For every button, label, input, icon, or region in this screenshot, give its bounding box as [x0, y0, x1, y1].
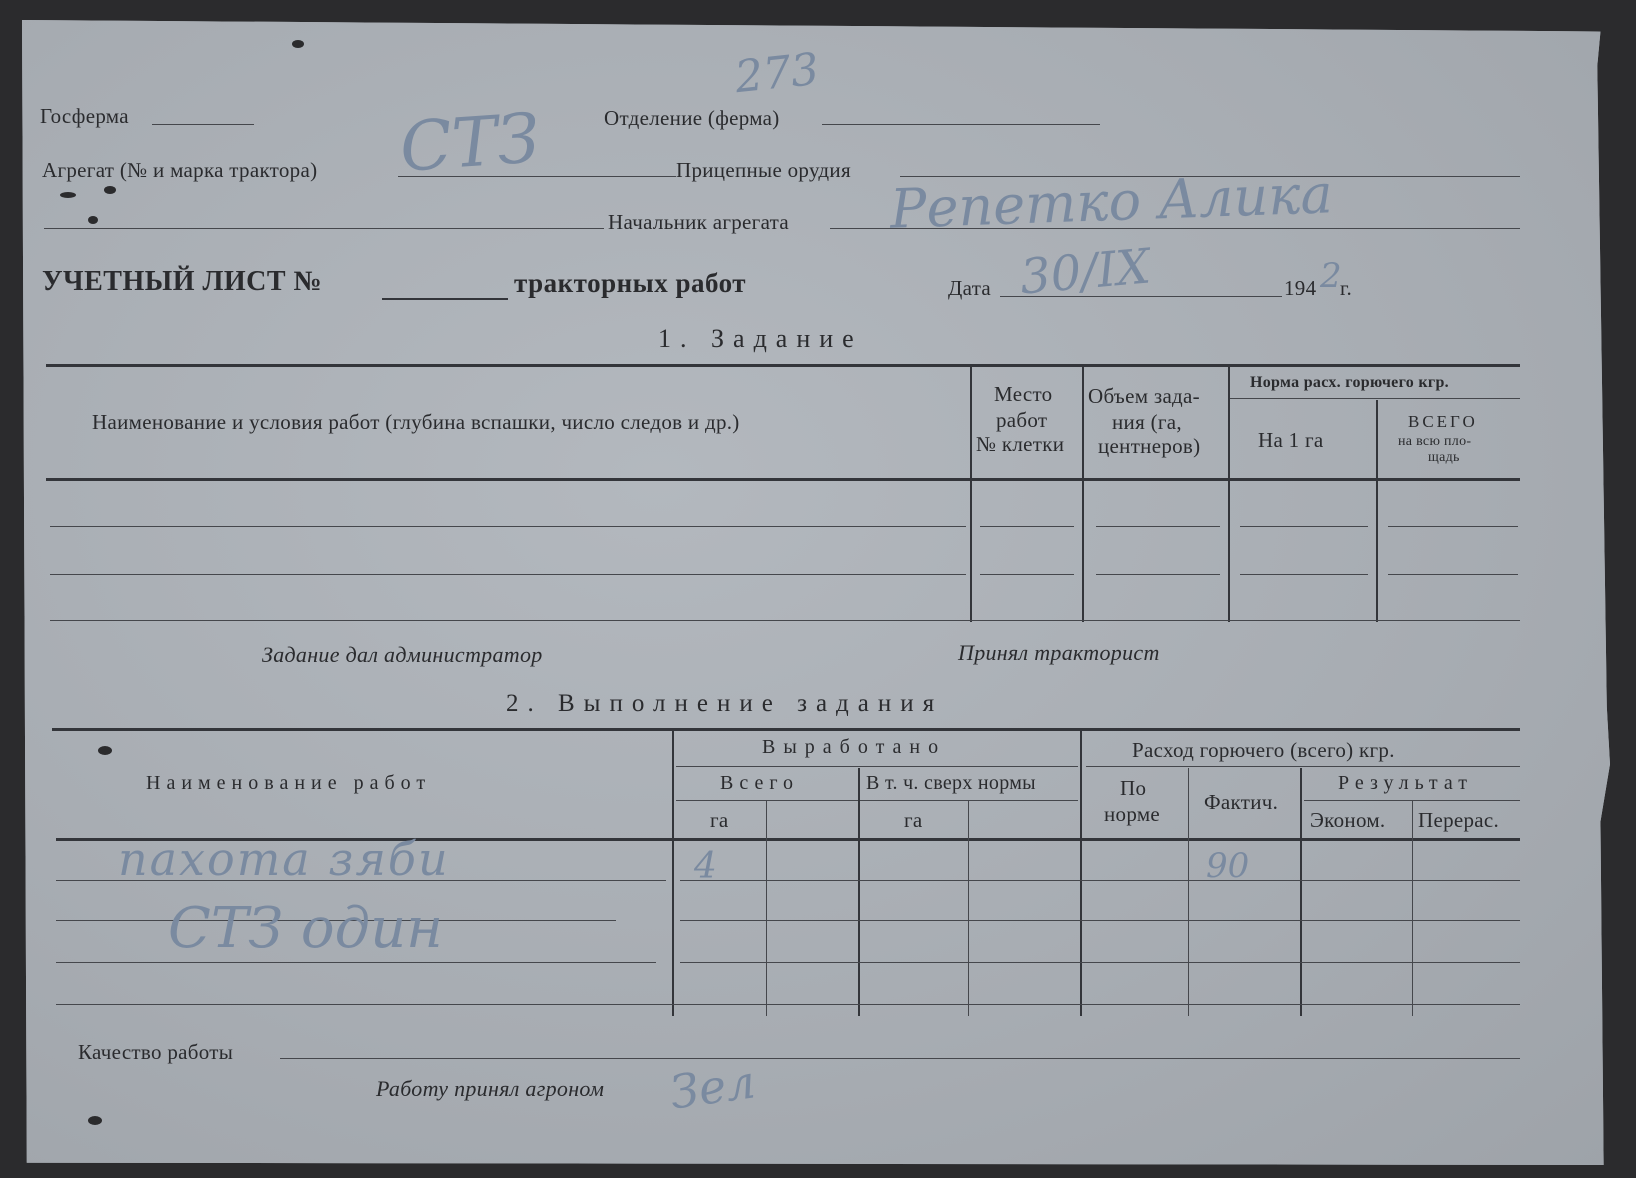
s1-row-line [50, 574, 966, 575]
work-line1-handwriting: пахота зяби [118, 832, 450, 886]
ga-value-handwriting: 4 [694, 846, 717, 887]
s2-vline [1080, 730, 1082, 1016]
agronom-signature: Зел [666, 1054, 759, 1120]
otdelenie-line [822, 124, 1100, 125]
s2-po-norme-1: По [1120, 776, 1147, 800]
s1-col-na1ga: На 1 га [1258, 428, 1324, 452]
s1-col-norma: Норма расх. горючего кгр. [1250, 374, 1449, 391]
s2-ga1: га [710, 808, 729, 832]
work-line2-handwriting: СТЗ один [168, 896, 444, 961]
s1-vline [1228, 366, 1230, 622]
punch-hole [104, 186, 116, 194]
s2-vsego-line [676, 800, 1078, 801]
s1-col-mesto-2: работ [996, 408, 1048, 432]
s1-cell-line [1388, 574, 1518, 575]
s2-rashod-line [1086, 766, 1520, 767]
s2-vline [1188, 768, 1189, 1016]
date-handwriting: 30/IX [1017, 238, 1153, 306]
s2-cell-line [680, 920, 1520, 921]
s2-vline [968, 800, 969, 1016]
s2-row-line [56, 962, 656, 963]
pritsepnye-label: Прицепные орудия [676, 158, 851, 182]
s2-cell-line [680, 962, 1520, 963]
date-label: Дата [948, 276, 992, 300]
section1-title: 1. Задание [658, 324, 863, 353]
s1-row-line [50, 620, 1520, 621]
s2-sverh: В т. ч. сверх нормы [866, 772, 1036, 794]
year-handwriting: 2 [1320, 256, 1342, 296]
nachalnik-handwriting: Репетко Алика [889, 162, 1334, 241]
s2-po-norme-2: норме [1104, 802, 1161, 826]
section1-top-rule [46, 364, 1520, 367]
nachalnik-label: Начальник агрегата [608, 210, 789, 234]
s1-col-vsego: ВСЕГО [1408, 412, 1478, 431]
punch-hole [98, 746, 112, 755]
s2-ekonom: Эконом. [1310, 808, 1386, 832]
punch-hole [292, 40, 304, 48]
form-title-right: тракторных работ [514, 268, 747, 298]
gosferma-label: Госферма [40, 104, 129, 128]
s2-vyrabotano: Выработано [762, 736, 947, 758]
s1-col-obem-1: Объем зада- [1088, 384, 1200, 408]
s2-faktich: Фактич. [1204, 790, 1279, 814]
s2-col-name: Наименование работ [146, 772, 432, 794]
s1-col-obem-2: ния (га, [1112, 410, 1182, 434]
section1-header-bottom [46, 478, 1520, 481]
kachestvo-line [280, 1058, 1520, 1059]
s1-row-line [50, 526, 966, 527]
s1-col-name: Наименование и условия работ (глубина вспашки, число следов и др.) [92, 410, 740, 434]
prinyal-agronom-label: Работу принял агроном [376, 1076, 605, 1101]
s2-cell-line [680, 880, 1520, 881]
s2-ga2: га [904, 808, 923, 832]
form-sheet [22, 20, 1610, 1165]
s1-col-obem-3: центнеров) [1098, 434, 1201, 458]
s2-vsego: Всего [720, 772, 800, 794]
s1-col-vsego-sub2: щадь [1428, 450, 1460, 465]
s1-cell-line [1388, 526, 1518, 527]
s1-col-mesto-3: № клетки [976, 432, 1065, 456]
prinyal-traktorist-label: Принял тракторист [958, 640, 1160, 665]
zadanie-dal-label: Задание дал администратор [262, 642, 543, 667]
section2-top-rule [52, 728, 1520, 731]
s1-vline [1082, 366, 1084, 622]
punch-hole [60, 192, 76, 198]
s1-cell-line [1096, 526, 1220, 527]
section2-title: 2. Выполнение задания [506, 690, 944, 717]
punch-hole [88, 1116, 102, 1125]
s2-vline [1412, 800, 1413, 1016]
s2-vyrabotano-line [676, 766, 1078, 767]
s2-row-line [56, 1004, 1520, 1005]
s2-vline [766, 800, 767, 1016]
agregat-handwriting: СТЗ [397, 99, 543, 188]
fakt-value-handwriting: 90 [1206, 846, 1250, 886]
otdelenie-label: Отделение (ферма) [604, 106, 780, 130]
s2-rashod: Расход горючего (всего) кгр. [1132, 738, 1395, 762]
s1-cell-line [1240, 526, 1368, 527]
year-suffix: г. [1340, 276, 1353, 300]
gosferma-line [152, 124, 254, 125]
s2-pereras: Перерас. [1418, 808, 1500, 832]
blank-line [44, 228, 604, 229]
s1-cell-line [1240, 574, 1368, 575]
norma-subheader-line [1230, 398, 1520, 399]
s1-cell-line [980, 574, 1074, 575]
punch-hole [88, 216, 98, 224]
agregat-label: Агрегат (№ и марка трактора) [42, 158, 318, 182]
form-number-line [382, 298, 508, 300]
form-title-left: УЧЕТНЫЙ ЛИСТ № [42, 266, 323, 297]
s2-vline [1300, 768, 1302, 1016]
s1-vline [970, 366, 972, 622]
s1-vline [1376, 400, 1378, 622]
otdelenie-handwriting: 273 [732, 43, 822, 104]
s1-cell-line [980, 526, 1074, 527]
s1-col-mesto-1: Место [994, 382, 1053, 406]
s2-vline [672, 730, 674, 1016]
s2-rezultat: Результат [1338, 772, 1474, 794]
s1-col-vsego-sub1: на всю пло- [1398, 434, 1472, 449]
s1-cell-line [1096, 574, 1220, 575]
year-label: 194 [1284, 276, 1317, 300]
s2-vline [858, 768, 860, 1016]
kachestvo-label: Качество работы [78, 1040, 234, 1064]
